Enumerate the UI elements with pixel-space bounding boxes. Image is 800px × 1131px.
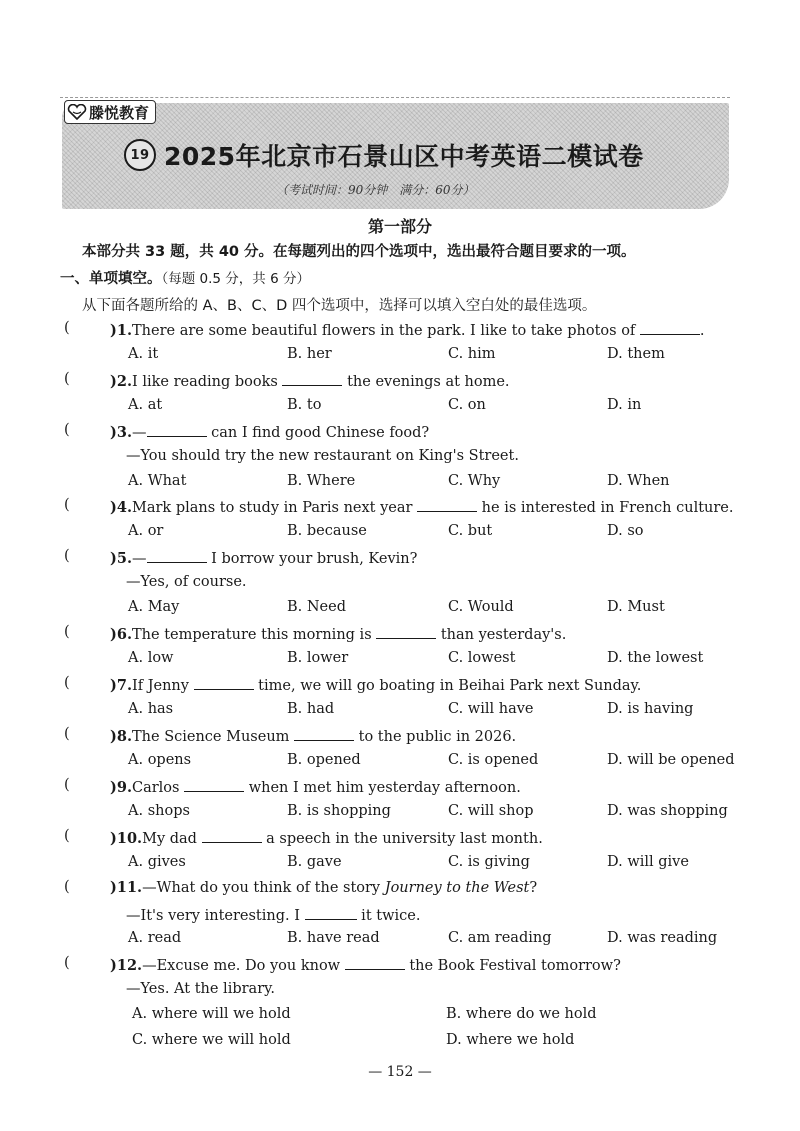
dialogue-response: —Yes. At the library. [126,980,276,997]
stem-before-blank: Carlos [132,780,185,796]
answer-paren-open[interactable]: ( [64,624,70,640]
option-b[interactable]: B. had [287,700,335,717]
heart-icon [67,104,87,120]
question-stem [110,955,621,974]
answer-paren-open[interactable]: ( [64,726,70,742]
option-c[interactable]: C. will shop [448,802,534,819]
paper-title [124,137,644,173]
answer-paren-open[interactable]: ( [64,320,70,336]
question-number: )2. [110,373,132,390]
option-a[interactable]: A. has [128,700,174,717]
option-d[interactable]: D. will give [607,853,689,870]
stem-before-blank: —What do you think of the story [142,880,385,896]
question-stem [110,497,734,516]
question-number: )5. [110,550,132,567]
answer-blank[interactable] [147,548,207,563]
option-c[interactable]: C. is giving [448,853,530,870]
part-label: 一、单项填空。 [60,271,162,287]
option-b[interactable]: B. Need [287,599,347,615]
answer-paren-open[interactable]: ( [64,422,70,438]
answer-paren-open[interactable]: ( [64,675,70,691]
question-number: )12. [110,957,143,974]
option-d[interactable]: D. will be opened [607,751,735,768]
option-d[interactable]: D. in [607,396,642,413]
stem-before-blank: The Science Museum [132,729,295,745]
option-d[interactable]: D. them [607,345,665,362]
answer-blank[interactable] [417,497,477,512]
exam-time-info: （考试时间：90分钟 满分：60分） [276,183,475,197]
answer-blank[interactable] [202,828,262,843]
stem-before-blank: — [132,551,147,567]
option-c[interactable]: C. on [448,396,486,413]
dialogue-response: —Yes, of course. [126,573,247,590]
brand-name: 滕悦教育 [89,103,150,122]
question-stem [110,320,705,339]
answer-blank[interactable] [147,422,207,437]
question-number: )6. [110,626,132,643]
option-b[interactable]: B. is shopping [287,802,391,819]
option-a[interactable]: A. it [128,345,159,362]
question-stem [110,422,429,441]
answer-blank[interactable] [194,675,254,690]
question-stem [110,624,566,643]
question-stem [110,726,516,745]
option-c[interactable]: C. where we will hold [132,1031,291,1048]
option-c[interactable]: C. lowest [448,649,516,666]
page-number: — 152 — [368,1064,432,1080]
brand-logo [64,100,156,124]
option-b[interactable]: B. gave [287,853,342,870]
option-b[interactable]: B. opened [287,751,361,768]
stem-before-blank: The temperature this morning is [132,627,377,643]
option-a[interactable]: A. May [128,599,180,615]
response-before-blank: —It's very interesting. I [126,907,305,924]
stem-before-blank: I like reading books [132,374,283,390]
paper-number-badge: 19 [124,139,156,171]
stem-before-blank: If Jenny [132,678,194,694]
part-score-note: （每题 0.5 分，共 6 分） [161,271,310,287]
question-stem [110,879,537,896]
question-number: )7. [110,677,132,694]
stem-before-blank: —Excuse me. Do you know [142,958,345,974]
answer-blank[interactable] [184,777,244,792]
question-number: )4. [110,499,132,516]
question-stem [110,548,417,567]
option-a[interactable]: A. low [128,649,174,666]
option-d[interactable]: D. is having [607,700,694,717]
option-d[interactable]: D. When [607,473,670,489]
stem-after-blank: when I met him yesterday afternoon. [244,780,521,796]
option-d[interactable]: D. the lowest [607,649,704,666]
option-b[interactable]: B. Where [287,473,356,489]
stem-after-blank: to the public in 2026. [354,729,517,745]
option-a[interactable]: A. at [128,396,163,413]
question-stem [110,777,521,796]
option-a[interactable]: A. where will we hold [132,1006,291,1022]
stem-after-blank: can I find good Chinese food? [206,425,430,441]
answer-blank[interactable] [294,726,354,741]
dialogue-response [126,905,420,924]
answer-blank[interactable] [305,905,357,920]
header-rule [60,97,730,99]
option-c[interactable]: C. him [448,345,496,362]
question-stem [110,371,510,390]
option-c[interactable]: C. will have [448,700,534,717]
section-title: 第一部分 [367,217,432,236]
question-number: )10. [110,830,143,847]
answer-paren-open[interactable]: ( [64,497,70,513]
answer-blank[interactable] [282,371,342,386]
question-number: )3. [110,424,132,441]
paper-title-text: 2025年北京市石景山区中考英语二模试卷 [164,142,644,171]
story-title: Journey to the West [384,880,530,896]
part-instruction: 从下面各题所给的 A、B、C、D 四个选项中，选择可以填入空白处的最佳选项。 [82,298,597,314]
response-after-blank: it twice. [356,907,421,924]
stem-after-blank: the evenings at home. [342,374,510,390]
option-d[interactable]: D. was shopping [607,802,728,819]
option-b[interactable]: B. have read [287,930,380,946]
stem-after-blank: I borrow your brush, Kevin? [206,551,418,567]
stem-after-blank: the Book Festival tomorrow? [404,958,621,974]
question-stem [110,828,543,847]
option-c[interactable]: C. am reading [448,930,552,946]
question-number: )9. [110,779,132,796]
stem-after-blank: a speech in the university last month. [261,831,543,847]
option-a[interactable]: A. or [128,522,164,539]
stem-after-blank: . [699,323,705,339]
option-d[interactable]: D. where we hold [446,1031,575,1048]
option-c[interactable]: C. but [448,522,493,539]
section-intro: 本部分共 33 题，共 40 分。在每题列出的四个选项中，选出最符合题目要求的一项。 [82,244,636,260]
answer-blank[interactable] [640,320,700,335]
stem-before-blank: My dad [142,831,202,847]
stem-after-blank: than yesterday's. [436,627,567,643]
option-a[interactable]: A. gives [128,853,186,870]
stem-after-blank: he is interested in French culture. [477,500,734,516]
dialogue-response: —You should try the new restaurant on King's Street. [126,447,519,464]
answer-paren-open[interactable]: ( [64,879,70,895]
question-stem [110,675,641,694]
option-c[interactable]: C. Why [448,473,501,489]
option-b[interactable]: B. where do we hold [446,1006,597,1022]
option-c[interactable]: C. is opened [448,751,539,768]
question-number: )11. [110,879,143,896]
option-b[interactable]: B. to [287,396,322,413]
option-b[interactable]: B. her [287,345,332,362]
answer-blank[interactable] [345,955,405,970]
option-b[interactable]: B. because [287,522,367,539]
option-b[interactable]: B. lower [287,649,349,666]
answer-paren-open[interactable]: ( [64,955,70,971]
answer-paren-open[interactable]: ( [64,777,70,793]
stem-before-blank: — [132,425,147,441]
part-heading [60,267,310,288]
option-a[interactable]: A. read [128,930,182,946]
question-number: )1. [110,322,132,339]
answer-blank[interactable] [376,624,436,639]
option-a[interactable]: A. What [128,473,187,489]
option-a[interactable]: A. opens [128,751,192,768]
answer-paren-open[interactable]: ( [64,371,70,387]
option-a[interactable]: A. shops [128,802,190,819]
stem-after-blank: ? [529,880,538,896]
question-number: )8. [110,728,132,745]
answer-paren-open[interactable]: ( [64,828,70,844]
stem-after-blank: time, we will go boating in Beihai Park next Sunday. [253,678,642,694]
answer-paren-open[interactable]: ( [64,548,70,564]
option-d[interactable]: D. was reading [607,930,718,946]
option-c[interactable]: C. Would [448,599,514,615]
stem-before-blank: There are some beautiful flowers in the park. I like to take photos of [132,323,640,339]
option-d[interactable]: D. Must [607,599,665,615]
option-d[interactable]: D. so [607,522,644,539]
stem-before-blank: Mark plans to study in Paris next year [132,500,418,516]
